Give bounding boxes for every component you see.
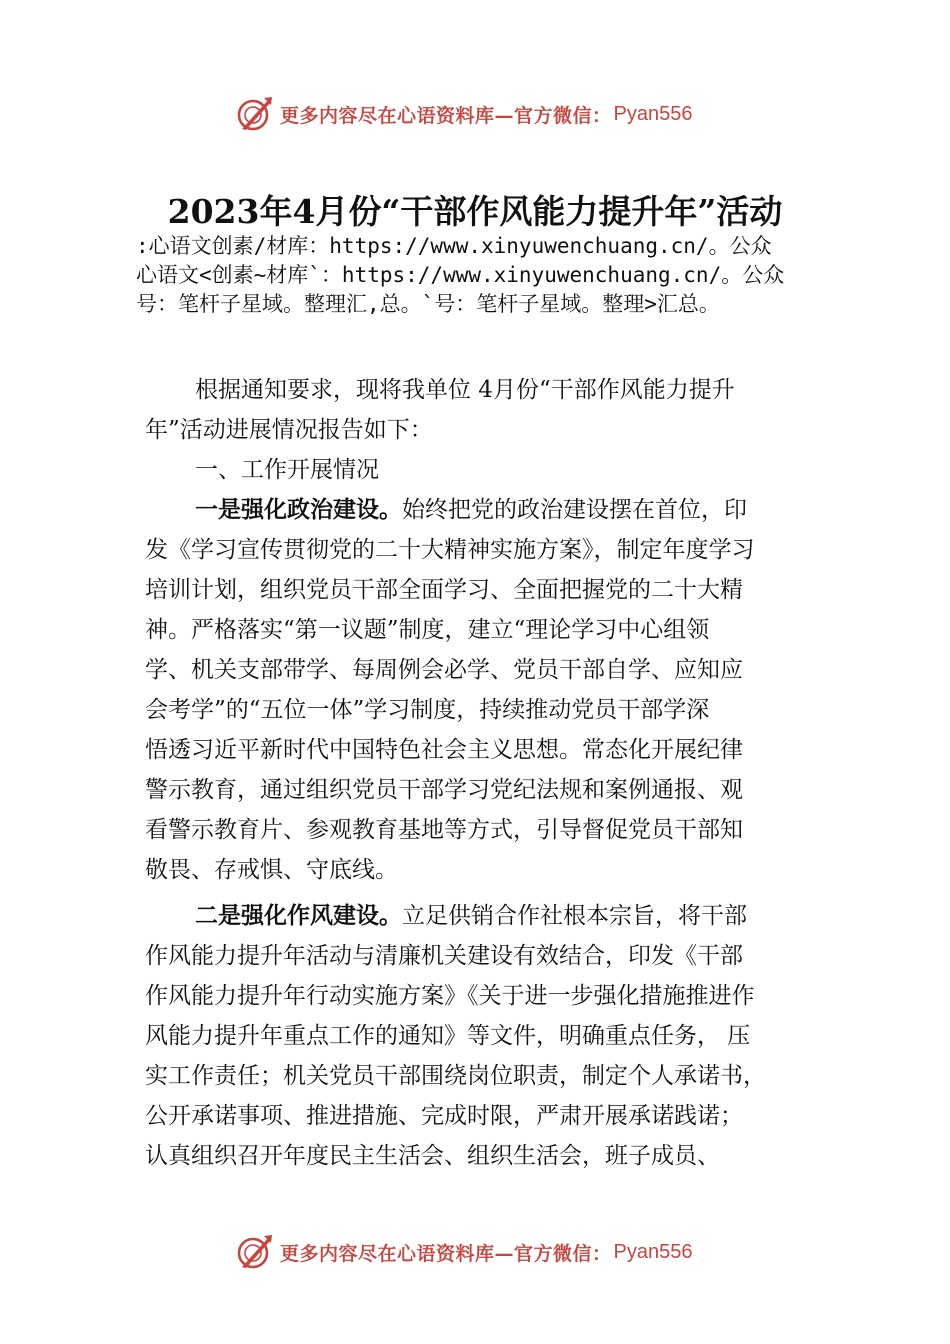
watermark-line: 心语文<创素~材库`：https://www.xinyuwenchuang.cn/。公众 [136, 263, 785, 287]
paragraph-text: 始终把党的政治建设摆在首位，印 [402, 497, 747, 523]
paragraph-line: 公开承诺事项、推进措施、完成时限，严肃开展承诺践诺； [145, 1103, 743, 1129]
paragraph-line: 风能力提升年重点工作的通知》等文件，明确重点任务， 压 [145, 1023, 751, 1049]
intro-line: 根据通知要求，现将我单位 4月份“干部作风能力提升 [195, 377, 735, 403]
footer-banner [236, 1232, 692, 1272]
source-watermark [136, 232, 856, 319]
quill-pen-seal-icon [236, 1233, 274, 1271]
paragraph-line: 作风能力提升年行动实施方案》《关于进一步强化措施推进作 [145, 983, 755, 1009]
document-title: 2023年4月份“干部作风能力提升年”活动 [167, 192, 783, 231]
paragraph-line: 会考学”的“五位一体”学习制度，持续推动党员干部学深 [145, 697, 710, 723]
document-body [145, 370, 825, 1176]
section-heading: 一、工作开展情况 [195, 457, 379, 483]
paragraph-line: 认真组织召开年度民主生活会、组织生活会，班子成员、 [145, 1143, 720, 1169]
paragraph-line: 培训计划，组织党员干部全面学习、全面把握党的二十大精 [145, 577, 743, 603]
paragraph-line: 学、机关支部带学、每周例会必学、党员干部自学、应知应 [145, 657, 743, 683]
paragraph-line: 警示教育，通过组织党员干部学习党纪法规和案例通报、观 [145, 777, 743, 803]
paragraph-lead: 二是强化作风建设。 [195, 903, 402, 929]
watermark-line: :心语文创素/材库：https://www.xinyuwenchuang.cn/。公众 [136, 234, 772, 258]
watermark-line: 号：笔杆子星域。整理汇,总。`号：笔杆子星域。整理>汇总。 [136, 292, 720, 316]
paragraph-line: 敬畏、存戒惧、守底线。 [145, 857, 398, 883]
intro-line: 年”活动进展情况报告如下： [145, 417, 433, 443]
paragraph-first-line [145, 896, 825, 936]
quill-pen-seal-icon [236, 95, 274, 133]
paragraph-line: 发《学习宣传贯彻党的二十大精神实施方案》，制定年度学习 [145, 537, 755, 563]
paragraph-text: 立足供销合作社根本宗旨，将干部 [402, 903, 747, 929]
paragraph-line: 悟透习近平新时代中国特色社会主义思想。常态化开展纪律 [145, 737, 743, 763]
paragraph-lead: 一是强化政治建设。 [195, 497, 402, 523]
paragraph-first-line [145, 490, 825, 530]
banner-text: 更多内容尽在心语资料库—官方微信： [280, 104, 612, 127]
header-banner [236, 94, 692, 134]
paragraph-line: 神。严格落实“第一议题”制度，建立“理论学习中心组领 [145, 617, 710, 643]
paragraph-line: 实工作责任；机关党员干部围绕岗位职责，制定个人承诺书， [145, 1063, 766, 1089]
banner-text: 更多内容尽在心语资料库—官方微信： [280, 1242, 612, 1265]
paragraph-line: 作风能力提升年活动与清廉机关建设有效结合，印发《干部 [145, 943, 743, 969]
banner-wechat-id: Pyan556 [613, 102, 693, 125]
paragraph-line: 看警示教育片、参观教育基地等方式，引导督促党员干部知 [145, 817, 743, 843]
banner-wechat-id: Pyan556 [613, 1240, 693, 1263]
